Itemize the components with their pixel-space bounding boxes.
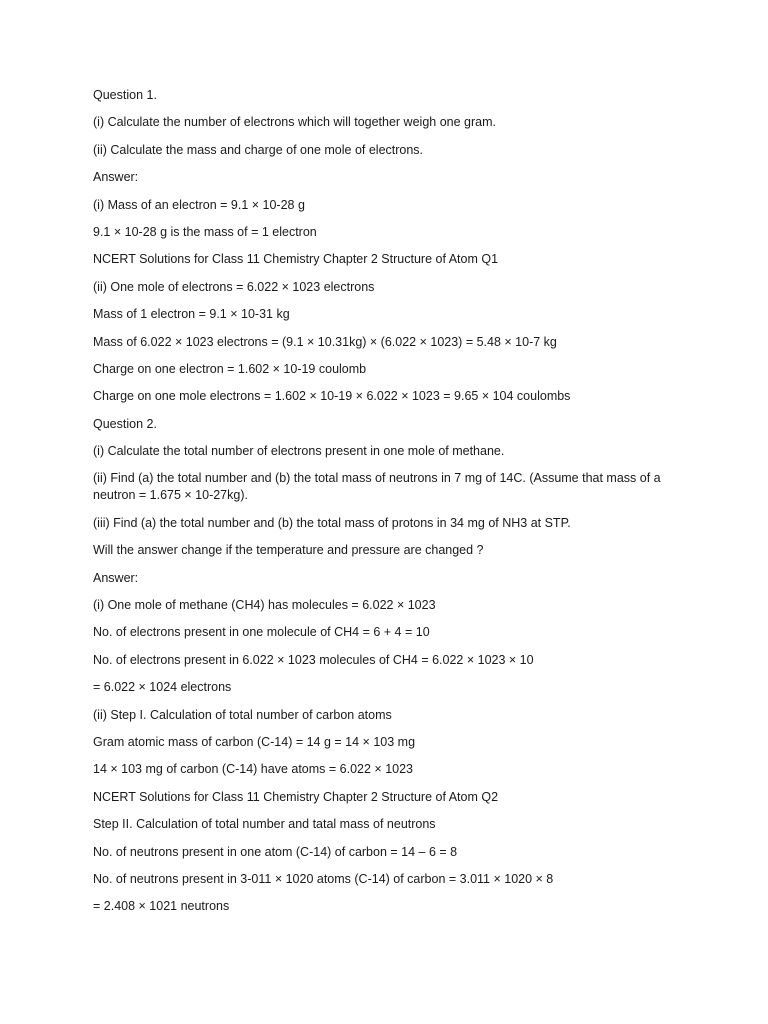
- answer-line: (ii) Step I. Calculation of total number of carbon atoms: [93, 707, 392, 722]
- question-2-followup: Will the answer change if the temperature and pressure are changed ?: [93, 543, 484, 558]
- answer-line: Charge on one mole electrons = 1.602 × 10-19 × 6.022 × 1023 = 9.65 × 104 coulombs: [93, 389, 571, 404]
- answer-line: (ii) One mole of electrons = 6.022 × 1023 electrons: [93, 279, 375, 294]
- question-2-part-iii: (iii) Find (a) the total number and (b) the total mass of protons in 34 mg of NH3 at STP.: [93, 515, 571, 530]
- answer-line: No. of electrons present in 6.022 × 1023 molecules of CH4 = 6.022 × 1023 × 10: [93, 652, 534, 667]
- question-1-part-i: (i) Calculate the number of electrons which will together weigh one gram.: [93, 115, 496, 130]
- answer-line: = 2.408 × 1021 neutrons: [93, 899, 230, 914]
- answer-line: 9.1 × 10-28 g is the mass of = 1 electron: [93, 224, 317, 239]
- answer-line: (i) One mole of methane (CH4) has molecules = 6.022 × 1023: [93, 598, 436, 613]
- answer-line: Charge on one electron = 1.602 × 10-19 coulomb: [93, 361, 367, 376]
- question-2-part-i: (i) Calculate the total number of electrons present in one mole of methane.: [93, 444, 505, 459]
- answer-line: 14 × 103 mg of carbon (C-14) have atoms = 6.022 × 1023: [93, 762, 413, 777]
- answer-line: No. of neutrons present in 3-011 × 1020 atoms (C-14) of carbon = 3.011 × 1020 × 8: [93, 871, 554, 886]
- answer-2-heading: Answer:: [93, 570, 139, 585]
- document-page: [93, 87, 683, 926]
- answer-line: No. of neutrons present in one atom (C-14) of carbon = 14 – 6 = 8: [93, 844, 458, 859]
- answer-line: No. of electrons present in one molecule of CH4 = 6 + 4 = 10: [93, 625, 430, 640]
- question-1-heading: Question 1.: [93, 88, 157, 102]
- answer-line: = 6.022 × 1024 electrons: [93, 680, 232, 695]
- answer-line: Gram atomic mass of carbon (C-14) = 14 g = 14 × 103 mg: [93, 734, 416, 749]
- question-2-part-ii: (ii) Find (a) the total number and (b) the total mass of neutrons in 7 mg of 14C. (Assume that mass of a neutron = 1.675 × 10-27kg).: [93, 471, 661, 503]
- solution-reference-q2: NCERT Solutions for Class 11 Chemistry Chapter 2 Structure of Atom Q2: [93, 789, 499, 804]
- question-2-heading: Question 2.: [93, 416, 157, 431]
- answer-line: Mass of 1 electron = 9.1 × 10-31 kg: [93, 307, 290, 322]
- question-1-part-ii: (ii) Calculate the mass and charge of one mole of electrons.: [93, 142, 424, 157]
- answer-line: (i) Mass of an electron = 9.1 × 10-28 g: [93, 197, 305, 212]
- answer-line: Step II. Calculation of total number and tatal mass of neutrons: [93, 817, 436, 832]
- solution-reference-q1: NCERT Solutions for Class 11 Chemistry Chapter 2 Structure of Atom Q1: [93, 252, 499, 267]
- answer-line: Mass of 6.022 × 1023 electrons = (9.1 × 10.31kg) × (6.022 × 1023) = 5.48 × 10-7 kg: [93, 334, 557, 349]
- answer-1-heading: Answer:: [93, 170, 139, 185]
